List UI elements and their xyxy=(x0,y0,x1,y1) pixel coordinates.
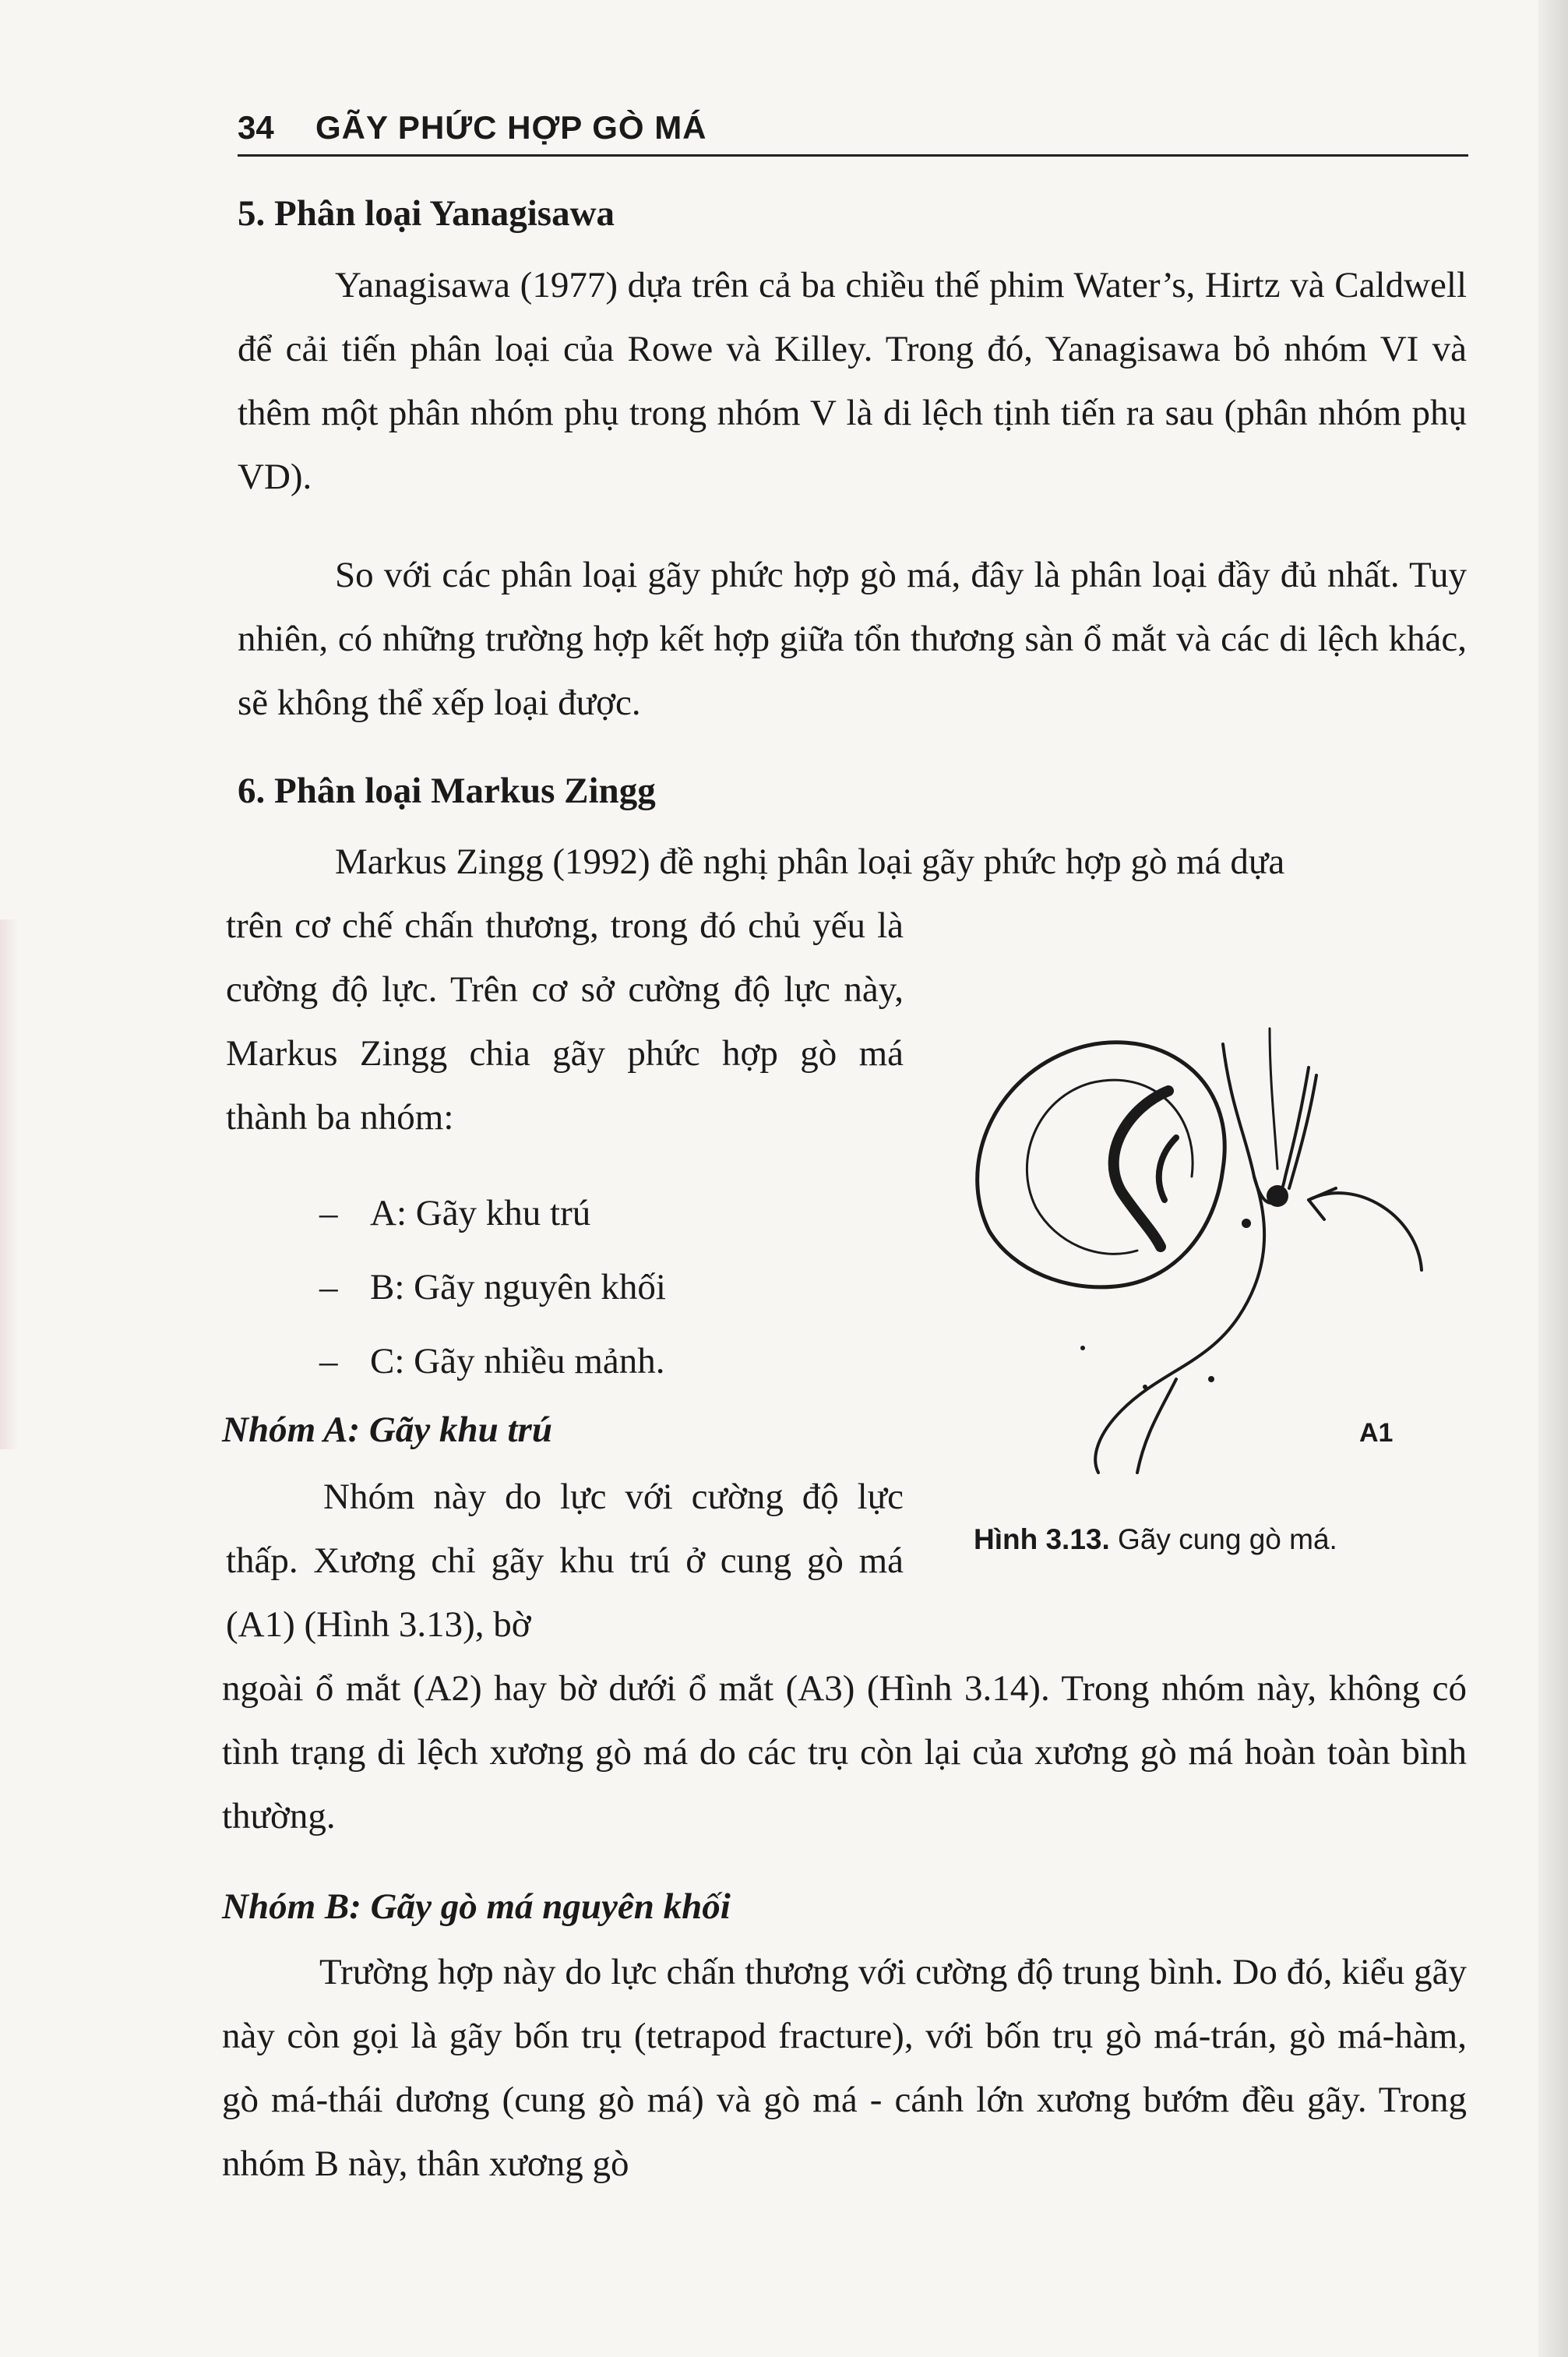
group-list-item: – C: Gãy nhiều mảnh. xyxy=(319,1341,665,1381)
group-list-item: – A: Gãy khu trú xyxy=(319,1193,591,1233)
page-header xyxy=(238,103,1468,157)
running-title: GÃY PHỨC HỢP GÒ MÁ xyxy=(315,109,707,146)
group-a-paragraph-full: ngoài ổ mắt (A2) hay bờ dưới ổ mắt (A3) (Hình 3.14). Trong nhóm này, không có tình trạng di lệch xương gò má do các trụ còn lại của xương gò má hoàn toàn bình thường. xyxy=(222,1668,1467,1837)
section-5-paragraph-2: So với các phân loại gãy phức hợp gò má, đây là phân loại đầy đủ nhất. Tuy nhiên, có những trường hợp kết hợp giữa tổn thương sàn ổ mắt và các di lệch khác, sẽ không thể xếp loại được. xyxy=(238,555,1467,723)
group-a-paragraph-col: Nhóm này do lực với cường độ lực thấp. Xương chỉ gãy khu trú ở cung gò má (A1) (Hình 3.13), bờ xyxy=(226,1477,904,1645)
header-rule xyxy=(238,154,1468,157)
figure-label: A1 xyxy=(1359,1418,1394,1448)
page-edge-shadow xyxy=(1538,0,1568,2357)
section-6-paragraph-first-line: Markus Zingg (1992) đề nghị phân loại gãy phức hợp gò má dựa xyxy=(335,842,1285,882)
figure-caption: Hình 3.13. Gãy cung gò má. xyxy=(974,1523,1337,1555)
page-number: 34 xyxy=(238,109,274,146)
group-b-paragraph: Trường hợp này do lực chấn thương với cường độ trung bình. Do đó, kiểu gãy này còn gọi là gãy bốn trụ (tetrapod fracture), với bốn trụ gò má-trán, gò má-hàm, gò má-thái dương (cung gò má) và gò má - cánh lớn xương bướm đều gãy. Trong nhóm B này, thân xương gò xyxy=(222,1952,1467,2184)
section-6-heading: 6. Phân loại Markus Zingg xyxy=(238,771,656,811)
section-6-paragraph-wrap: trên cơ chế chấn thương, trong đó chủ yếu là cường độ lực. Trên cơ sở cường độ lực này, Markus Zingg chia gãy phức hợp gò má thành ba nhóm: xyxy=(226,905,904,1138)
section-5-paragraph-1: Yanagisawa (1977) dựa trên cả ba chiều thế phim Water’s, Hirtz và Caldwell để cải tiến phân loại của Rowe và Killey. Trong đó, Yanagisawa bỏ nhóm VI và thêm một phân nhóm phụ trong nhóm V là di lệch tịnh tiến ra sau (phân nhóm phụ VD). xyxy=(238,265,1467,497)
section-5-heading: 5. Phân loại Yanagisawa xyxy=(238,193,615,234)
group-list-item: – B: Gãy nguyên khối xyxy=(319,1267,666,1307)
group-a-heading: Nhóm A: Gãy khu trú xyxy=(222,1410,552,1450)
group-b-heading: Nhóm B: Gãy gò má nguyên khối xyxy=(222,1886,731,1927)
binding-edge xyxy=(0,919,19,1449)
